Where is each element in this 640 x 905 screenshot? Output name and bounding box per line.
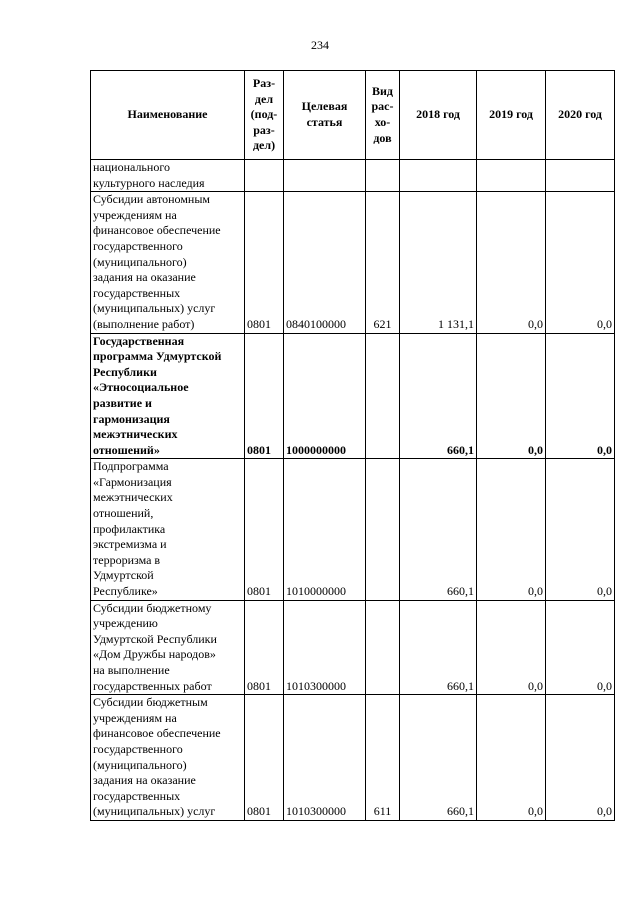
table-row bbox=[91, 600, 615, 695]
cell-2019: 0,0 bbox=[477, 192, 546, 333]
cell-kind bbox=[366, 600, 400, 695]
header-row bbox=[91, 71, 615, 160]
cell-name: Государственная программа Удмуртской Республики «Этносоциальное развитие и гармонизация межэтнических отношений» bbox=[91, 333, 245, 459]
cell-2018: 1 131,1 bbox=[400, 192, 477, 333]
cell-2020: 0,0 bbox=[546, 333, 615, 459]
cell-2019 bbox=[477, 160, 546, 192]
header-name: Наименование bbox=[91, 71, 245, 160]
cell-2020: 0,0 bbox=[546, 459, 615, 600]
cell-section: 0801 bbox=[245, 333, 284, 459]
cell-2019: 0,0 bbox=[477, 333, 546, 459]
cell-2018 bbox=[400, 160, 477, 192]
cell-name: Субсидии бюджетным учреждениям на финансовое обеспечение государственного (муниципального) задания на оказание государственных (муниципальных) услуг bbox=[91, 695, 245, 821]
cell-target bbox=[284, 160, 366, 192]
budget-table bbox=[90, 70, 615, 821]
cell-kind: 611 bbox=[366, 695, 400, 821]
cell-2020 bbox=[546, 160, 615, 192]
table-row bbox=[91, 160, 615, 192]
cell-2020: 0,0 bbox=[546, 695, 615, 821]
cell-section: 0801 bbox=[245, 600, 284, 695]
table-row bbox=[91, 459, 615, 600]
cell-kind bbox=[366, 459, 400, 600]
cell-name: национального культурного наследия bbox=[91, 160, 245, 192]
cell-2019: 0,0 bbox=[477, 459, 546, 600]
cell-2018: 660,1 bbox=[400, 600, 477, 695]
header-kind: Вид рас- хо- дов bbox=[366, 71, 400, 160]
cell-name: Субсидии автономным учреждениям на финансовое обеспечение государственного (муниципального) задания на оказание государственных (муниципальных) услуг (выполнение работ) bbox=[91, 192, 245, 333]
header-2018: 2018 год bbox=[400, 71, 477, 160]
cell-target: 0840100000 bbox=[284, 192, 366, 333]
cell-section bbox=[245, 160, 284, 192]
cell-2018: 660,1 bbox=[400, 695, 477, 821]
cell-kind bbox=[366, 160, 400, 192]
cell-2020: 0,0 bbox=[546, 600, 615, 695]
cell-kind bbox=[366, 333, 400, 459]
cell-2019: 0,0 bbox=[477, 695, 546, 821]
cell-target: 1000000000 bbox=[284, 333, 366, 459]
cell-2018: 660,1 bbox=[400, 333, 477, 459]
cell-name: Субсидии бюджетному учреждению Удмуртской Республики «Дом Дружбы народов» на выполнение государственных работ bbox=[91, 600, 245, 695]
cell-section: 0801 bbox=[245, 459, 284, 600]
table-row bbox=[91, 695, 615, 821]
table-row bbox=[91, 333, 615, 459]
table-row bbox=[91, 192, 615, 333]
cell-kind: 621 bbox=[366, 192, 400, 333]
page-number: 234 bbox=[311, 38, 329, 52]
cell-section: 0801 bbox=[245, 695, 284, 821]
cell-name: Подпрограмма «Гармонизация межэтнических отношений, профилактика экстремизма и терроризма в Удмуртской Республике» bbox=[91, 459, 245, 600]
cell-2020: 0,0 bbox=[546, 192, 615, 333]
cell-target: 1010300000 bbox=[284, 600, 366, 695]
header-2019: 2019 год bbox=[477, 71, 546, 160]
cell-target: 1010300000 bbox=[284, 695, 366, 821]
header-target: Целевая статья bbox=[284, 71, 366, 160]
header-2020: 2020 год bbox=[546, 71, 615, 160]
cell-2018: 660,1 bbox=[400, 459, 477, 600]
cell-target: 1010000000 bbox=[284, 459, 366, 600]
cell-section: 0801 bbox=[245, 192, 284, 333]
cell-2019: 0,0 bbox=[477, 600, 546, 695]
header-section: Раз- дел (под- раз- дел) bbox=[245, 71, 284, 160]
